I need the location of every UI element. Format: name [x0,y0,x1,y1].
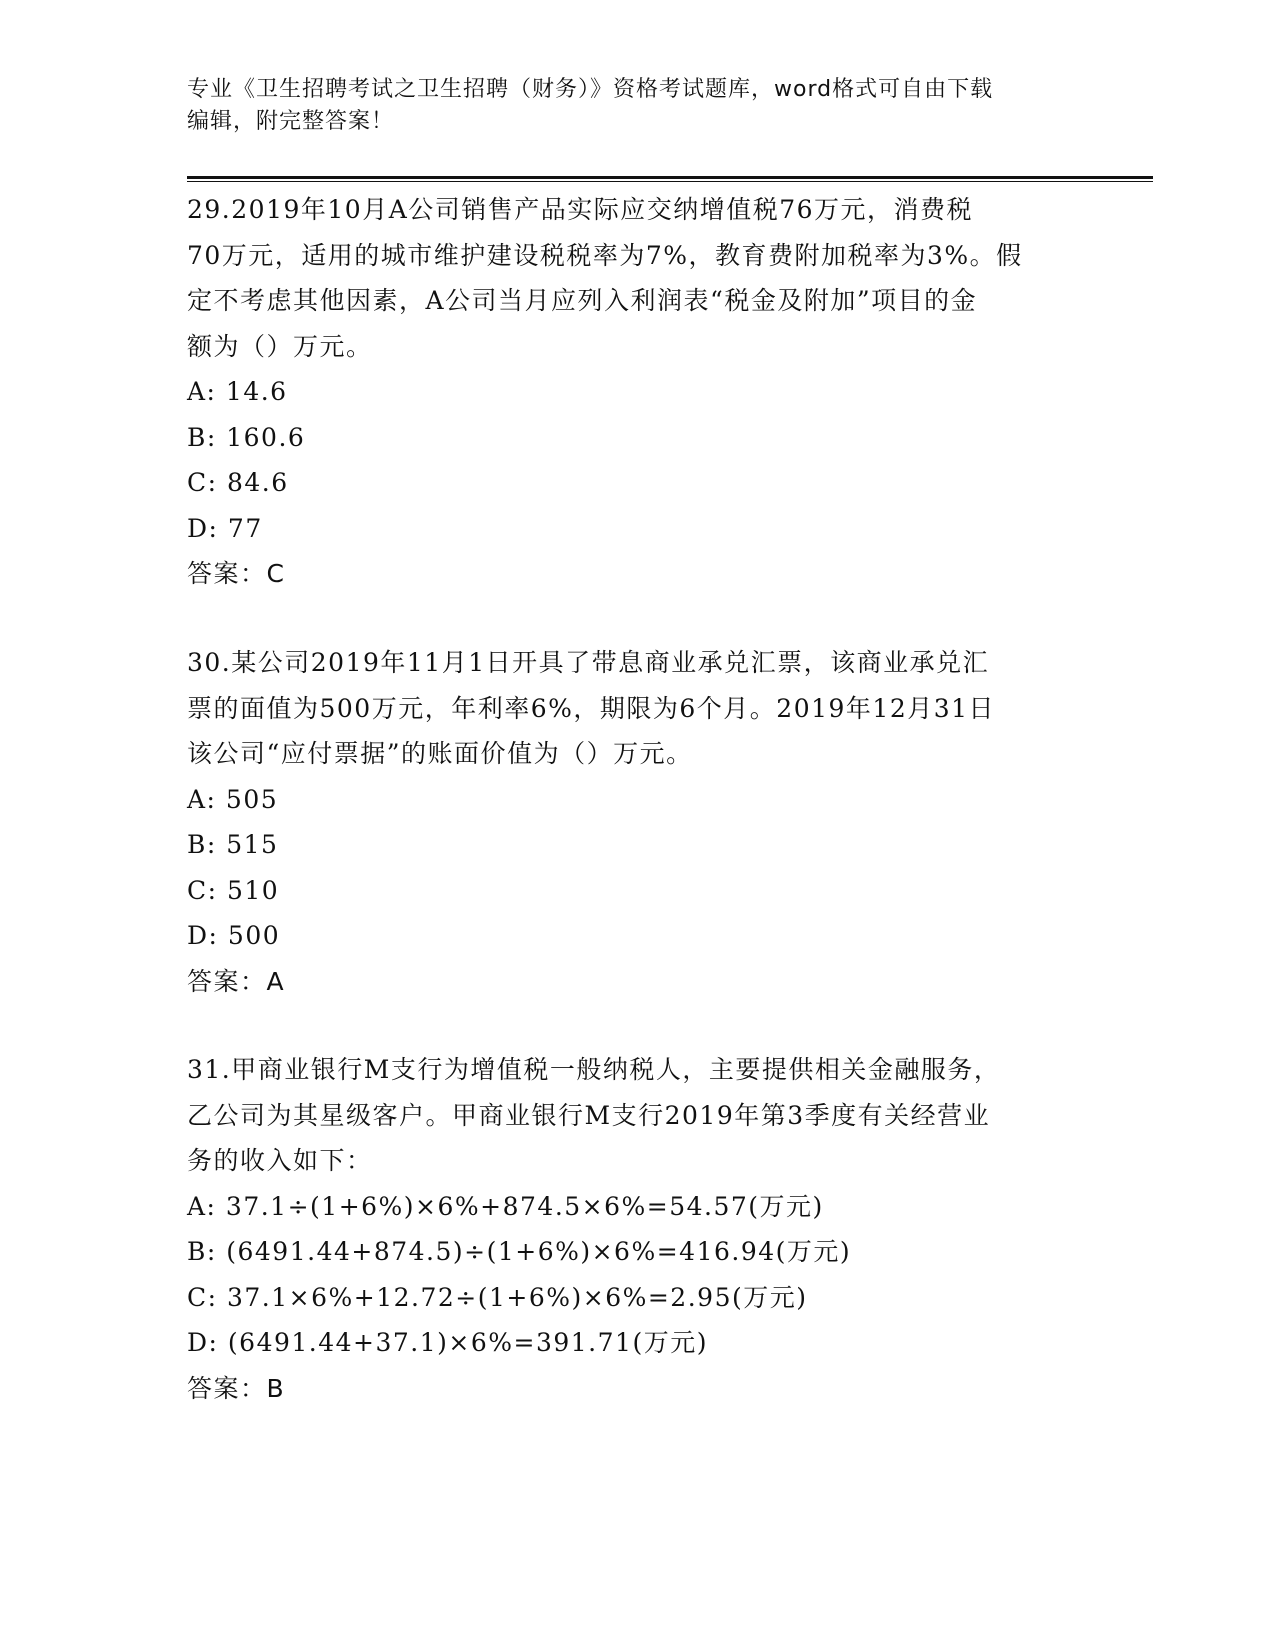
option-b: B: 160.6 [187,422,306,452]
option-d: D: (6491.44+37.1)×6%=391.71(万元) [187,1328,708,1357]
question-text-line: 该公司“应付票据”的账面价值为（）万元。 [187,739,693,768]
answer-line: 答案：C [187,559,286,588]
header-line-1: 专业《卫生招聘考试之卫生招聘（财务）》资格考试题库，word格式可自由下载 [187,77,994,102]
answer-line: 答案：B [187,1373,286,1403]
option-d: D: 500 [187,921,281,950]
question-text-line: 务的收入如下： [187,1146,373,1175]
question-29 [187,187,1087,597]
header-divider-thick [187,176,1153,179]
option-d: D: 77 [187,513,263,543]
question-text-line: 乙公司为其星级客户。甲商业银行M支行2019年第3季度有关经营业 [187,1100,991,1130]
option-a: A: 505 [187,784,279,814]
option-c: C: 84.6 [187,468,289,497]
option-a: A: 14.6 [187,377,288,406]
question-text-line: 定不考虑其他因素，A公司当月应列入利润表“税金及附加”项目的金 [187,286,978,315]
option-b: B: (6491.44+874.5)÷(1+6%)×6%=416.94(万元) [187,1237,852,1266]
question-text-line: 额为（）万元。 [187,331,373,361]
question-text-line: 29.2019年10月A公司销售产品实际应交纳增值税76万元，消费税 [187,195,974,224]
option-a: A: 37.1÷(1+6%)×6%+874.5×6%=54.57(万元) [187,1191,824,1221]
option-c: C: 37.1×6%+12.72÷(1+6%)×6%=2.95(万元) [187,1282,808,1312]
question-30 [187,640,1087,1004]
question-text-line: 70万元，适用的城市维护建设税税率为7%，教育费附加税率为3%。假 [187,240,1023,270]
header-divider-thin [187,181,1153,182]
header-line-2: 编辑，附完整答案！ [187,109,395,134]
answer-line: 答案：A [187,966,286,996]
question-text-line: 票的面值为500万元，年利率6%，期限为6个月。2019年12月31日 [187,693,996,723]
question-31 [187,1047,1087,1411]
option-b: B: 515 [187,830,279,859]
question-text-line: 31.甲商业银行M支行为增值税一般纳税人，主要提供相关金融服务， [187,1055,1001,1084]
question-text-line: 30.某公司2019年11月1日开具了带息商业承兑汇票，该商业承兑汇 [187,648,990,677]
option-c: C: 510 [187,875,280,905]
document-header [187,74,1087,138]
